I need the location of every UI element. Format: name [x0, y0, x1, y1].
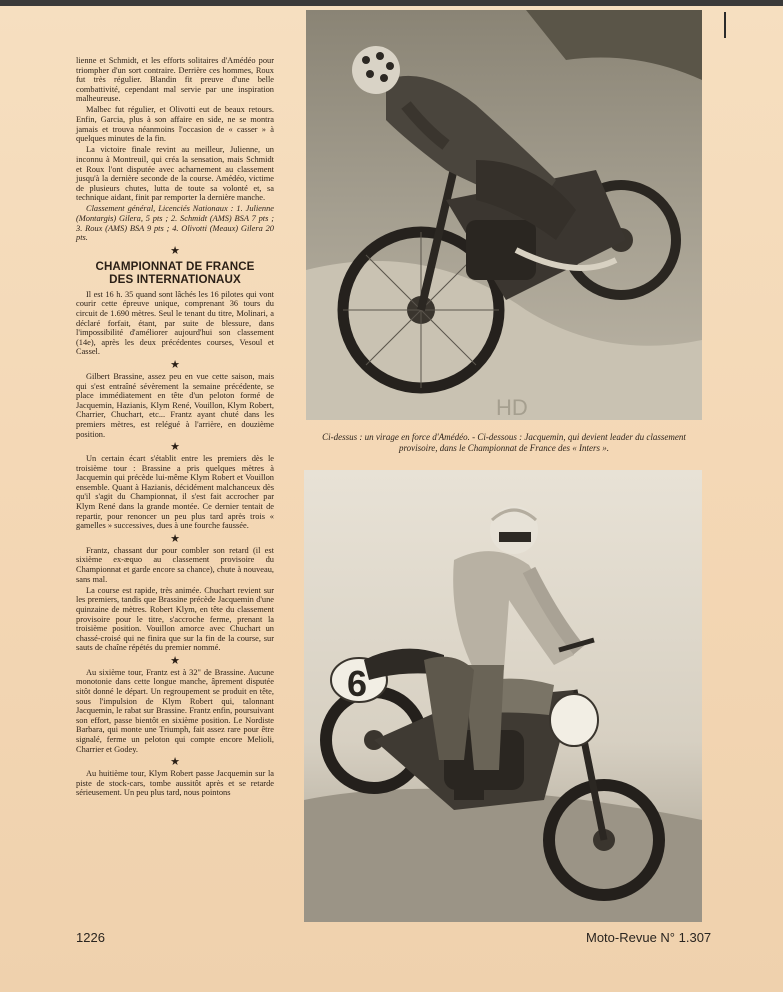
article-paragraph: Il est 16 h. 35 quand sont lâchés les 16 pilotes qui vont courir cette épreuve unique, comprenant 36 tours du circuit de 1.690 mètres. Seul le tenant du titre, Molinari, a déclaré forfait, étant, par suite de blessure, dans l'impossibilité d'améliorer aujourd'hui son classement (14e), après les deux précédentes courses, Vesoul et Cassel.	[76, 289, 274, 357]
article-paragraph: La course est rapide, très animée. Chuchart revient sur les premiers, tandis que Brassine précède Jacquemin d'une quinzaine de mètres. Robert Klym, en tête du classement provisoire pour le titre, s'accroche ferme, prenant la troisième position. Vouillon amorce avec Chuchart un chassé-croisé qui ne finira que sur la fin de la course, sur sauts de chaîne répétés du premier nommé.	[76, 585, 274, 653]
article-paragraph: Au huitième tour, Klym Robert passe Jacquemin sur la piste de stock-cars, tombe aussitôt après et se retarde sérieusement. Un peu plus tard, nous pointons	[76, 769, 274, 798]
article-paragraph: La victoire finale revint au meilleur, Julienne, un inconnu à Montreuil, qui créa la sensation, mais Schmidt et Roux l'ont disputée avec acharnement au classement jusqu'à la dernière seconde de la course. Amédéo, victime de plusieurs chutes, lutta de toute sa volonté et, sa technique aidant, finit par remporter la dernière manche.	[76, 145, 274, 203]
magazine-issue: Moto-Revue N° 1.307	[586, 930, 712, 945]
photo-amedeo-cornering	[306, 10, 702, 420]
photo-amedeo-illustration	[306, 10, 702, 420]
classement-paragraph: Classement général, Licenciés Nationaux : 1. Julienne (Montargis) Gilera, 5 pts ; 2. Schmidt (AMS) BSA 7 pts ; 3. Roux (AMS) BSA 9 pts ; 4. Olivotti (Meaux) Gilera 20 pts.	[76, 204, 274, 243]
article-paragraph: Au sixième tour, Frantz est à 32" de Brassine. Aucune monotonie dans cette longue manche, âprement disputée sitôt donné le départ. Un regroupement se produit en tête, sous l'impulsion de Klym Robert qui, talonnant Jacquemin, le rabat sur Brassine. Frantz enfin, poursuivant son effort, passe bientôt en sixième position. Le Nordiste Barbara, qui monte une Triumph, fait assez rare pour être signalé, ferme un peloton qui compte encore Melioli, Charrier et Godey.	[76, 667, 274, 754]
heading-line-1: CHAMPIONNAT DE FRANCE	[95, 259, 255, 273]
photo-watermark: HD	[496, 395, 528, 420]
rear-plate-number: 6	[347, 663, 368, 704]
star-separator: ★	[170, 441, 180, 454]
article-paragraph: Frantz, chassant dur pour combler son retard (il est sixième ex-æquo au classement provisoire du Championnat et garde encore sa chance), chute à nouveau, sans mal.	[76, 545, 274, 584]
photo-caption: Ci-dessus : un virage en force d'Amédéo. - Ci-dessous : Jacquemin, qui devient leader du classement provisoire, dans le Championnat de France des « Inters ».	[322, 432, 686, 453]
star-separator: ★	[170, 244, 180, 257]
article-paragraph: lienne et Schmidt, et les efforts solitaires d'Amédéo pour triompher d'un sort contraire. Derrière ces hommes, Roux fut très régulier. Blandin fit preuve d'une belle combattivité, cependant mal servie par une inspiration malheureuse.	[76, 56, 274, 104]
article-paragraph: Un certain écart s'établit entre les premiers dès le troisième tour : Brassine a pris quelques mètres à Jacquemin qui précède lui-même Klym Robert et Vouillon ensemble. Quant à Hazianis, décidément malchanceux dès qu'il s'agit du Championnat, il s'est fait accrocher par Klym René dans la grande montée. Ce dernier tentait de repartir, pour renoncer un peu plus tard après trois « gamelles » successives, dues à une fourche faussée.	[76, 454, 274, 531]
top-edge-bar	[0, 0, 783, 6]
star-separator: ★	[170, 654, 180, 667]
article-paragraph: Malbec fut régulier, et Olivotti eut de beaux retours. Enfin, Garcia, plus à son affaire en side, ne se montra jamais et trouva néanmoins l'occasion de « casser » à quelques minutes de la fin.	[76, 105, 274, 144]
article-paragraph: Gilbert Brassine, assez peu en vue cette saison, mais qui s'est entraîné sévèrement la semaine précédente, se place immédiatement en tête d'un peloton formé de Jacquemin, Hazianis, Klym René, Vouillon, Klym Robert, Charrier, Chuchart, etc... Frantz ayant chuté dans les premiers mètres, est relégué à l'arrière, en douzième position.	[76, 371, 274, 439]
star-separator: ★	[170, 358, 180, 371]
photo-jacquemin-illustration	[304, 470, 702, 922]
edge-mark	[724, 12, 726, 38]
section-heading	[76, 260, 274, 286]
star-separator: ★	[170, 756, 180, 769]
photo-jacquemin-riding	[304, 470, 702, 922]
star-separator: ★	[170, 532, 180, 545]
heading-line-2: DES INTERNATIONAUX	[109, 272, 241, 286]
article-text-column	[76, 56, 274, 800]
page-number: 1226	[76, 930, 105, 945]
